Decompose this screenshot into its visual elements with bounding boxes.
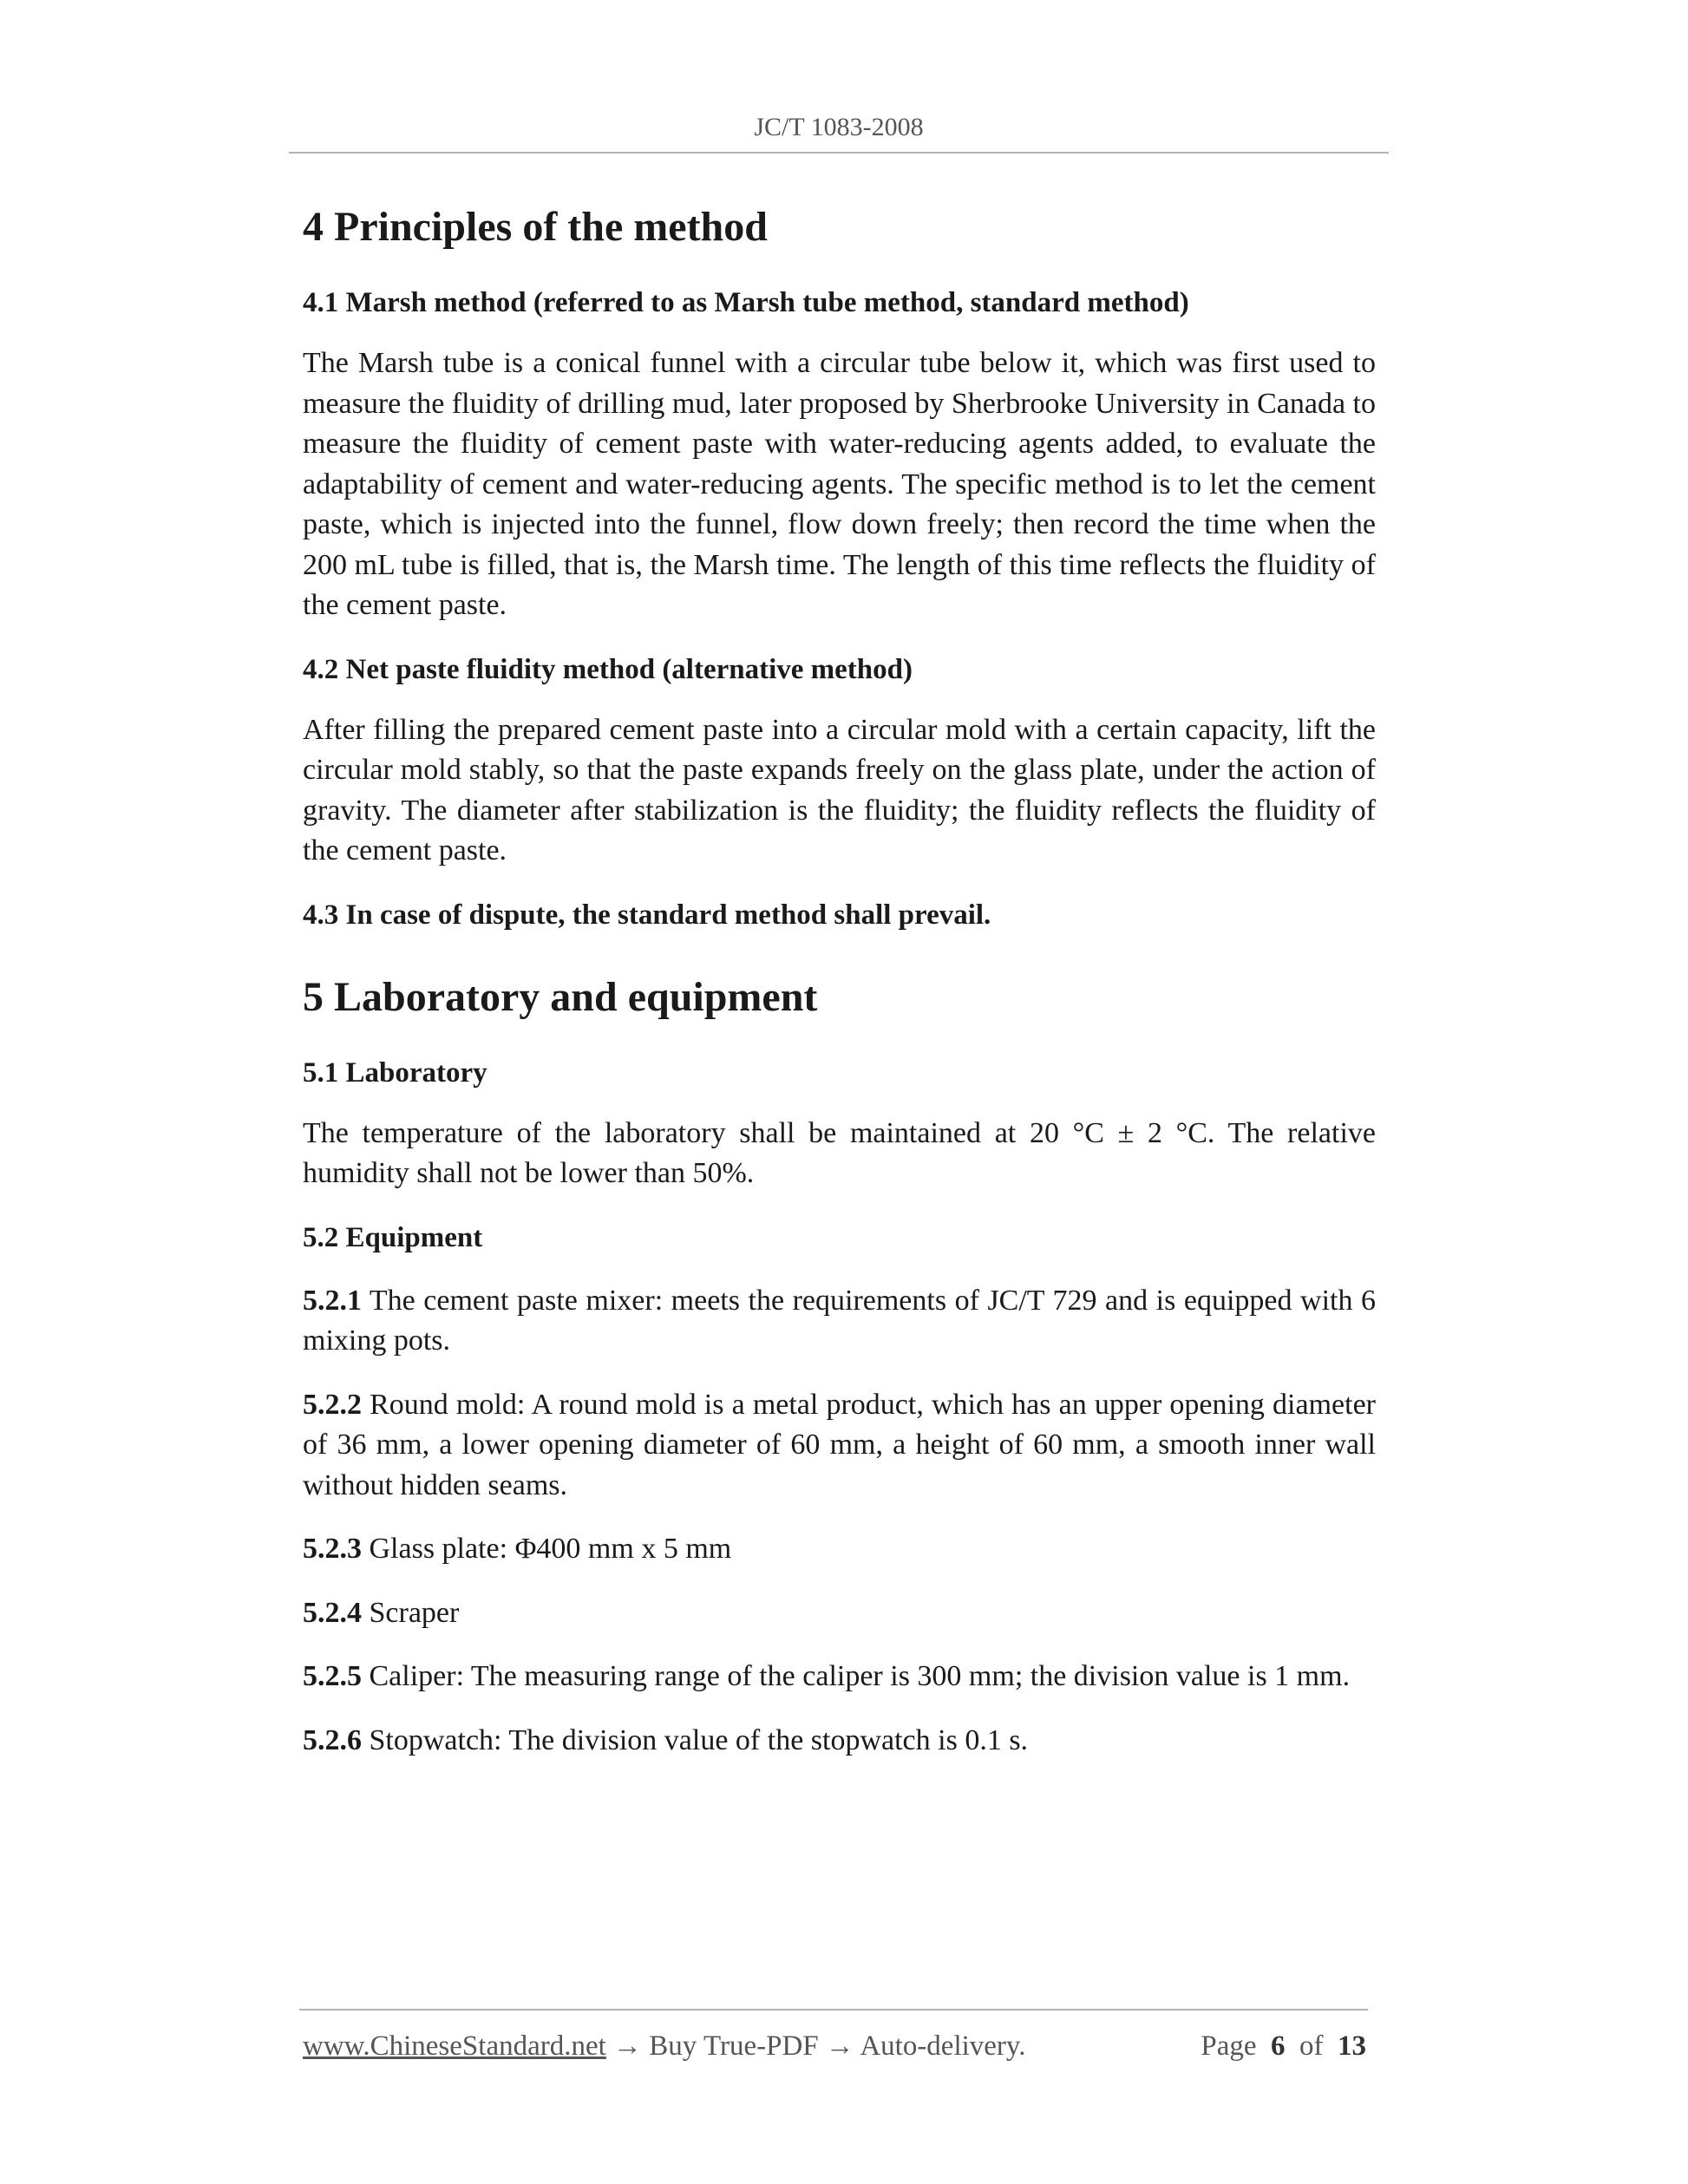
- section-4-heading: 4 Principles of the method: [303, 204, 768, 250]
- section-4-1-heading: 4.1 Marsh method (referred to as Marsh tube method, standard method): [303, 287, 1189, 318]
- section-4-2-text: After filling the prepared cement paste into a circular mold with a certain capacity, lift the circular mold stably, so that the paste expands freely on the glass plate, under the action of gravity. The diameter after stabilization is the fluidity; the fluidity reflects the fluidity of the cement paste.: [303, 713, 1376, 866]
- section-5-1-text: The temperature of the laboratory shall be maintained at 20 °C ± 2 °C. The relative humidity shall not be lower than 50%.: [303, 1116, 1376, 1189]
- current-page-number: 6: [1271, 2030, 1286, 2062]
- of-label: of: [1299, 2030, 1324, 2062]
- item-number: 5.2.2: [303, 1388, 362, 1421]
- section-5-heading: 5 Laboratory and equipment: [303, 973, 818, 1020]
- item-text: Round mold: A round mold is a metal product, which has an upper opening diameter of 36 mm, a lower opening diameter of 60 mm, a height of 60 mm, a smooth inner wall without hidden seams.: [303, 1388, 1376, 1501]
- page-content: [303, 198, 1376, 1761]
- item-number: 5.2.6: [303, 1723, 362, 1756]
- page-label: Page: [1201, 2030, 1257, 2062]
- equipment-item-5-2-2: [303, 1385, 1376, 1507]
- header-divider: [289, 152, 1389, 154]
- item-number: 5.2.5: [303, 1660, 362, 1692]
- item-text: Stopwatch: The division value of the stopwatch is 0.1 s.: [362, 1723, 1029, 1756]
- item-number: 5.2.1: [303, 1284, 362, 1317]
- item-text: The cement paste mixer: meets the requirements of JC/T 729 and is equipped with 6 mixing pots.: [303, 1284, 1376, 1357]
- buy-pdf-text: Buy True-PDF: [649, 2030, 819, 2062]
- section-5-2-heading: 5.2 Equipment: [303, 1221, 483, 1253]
- item-number: 5.2.4: [303, 1596, 362, 1629]
- footer-divider: [299, 2009, 1368, 2011]
- website-link[interactable]: www.ChineseStandard.net: [303, 2030, 606, 2062]
- page-indicator: [1201, 2026, 1366, 2066]
- section-4-3-heading: 4.3 In case of dispute, the standard method shall prevail.: [303, 899, 991, 931]
- auto-delivery-text: Auto-delivery.: [860, 2030, 1026, 2062]
- item-number: 5.2.3: [303, 1533, 362, 1565]
- section-4-1-text: The Marsh tube is a conical funnel with a circular tube below it, which was first used to measure the fluidity of drilling mud, later proposed by Sherbrooke University in Canada to measure the fluidity of cement paste with water-reducing agents added, to evaluate the adaptability of cement and water-reducing agents. The specific method is to let the cement paste, which is injected into the funnel, flow down freely; then record the time when the 200 mL tube is filled, that is, the Marsh time. The length of this time reflects the fluidity of the cement paste.: [303, 347, 1376, 621]
- equipment-item-5-2-3: [303, 1529, 1376, 1570]
- item-text: Scraper: [362, 1596, 460, 1629]
- item-text: Caliper: The measuring range of the caliper is 300 mm; the division value is 1 mm.: [362, 1660, 1351, 1692]
- arrow-right-icon: →: [605, 2030, 650, 2062]
- equipment-item-5-2-1: [303, 1281, 1376, 1362]
- item-text: Glass plate: Φ400 mm x 5 mm: [362, 1533, 732, 1565]
- arrow-right-icon: →: [818, 2030, 860, 2062]
- document-code: JC/T 1083-2008: [754, 113, 924, 141]
- total-pages-number: 13: [1338, 2030, 1366, 2062]
- section-5-1-heading: 5.1 Laboratory: [303, 1056, 487, 1089]
- section-4-2-heading: 4.2 Net paste fluidity method (alternative method): [303, 653, 913, 685]
- equipment-item-5-2-6: [303, 1721, 1376, 1762]
- equipment-item-5-2-4: [303, 1593, 1376, 1634]
- page-footer: [303, 2026, 1368, 2066]
- equipment-item-5-2-5: [303, 1657, 1376, 1697]
